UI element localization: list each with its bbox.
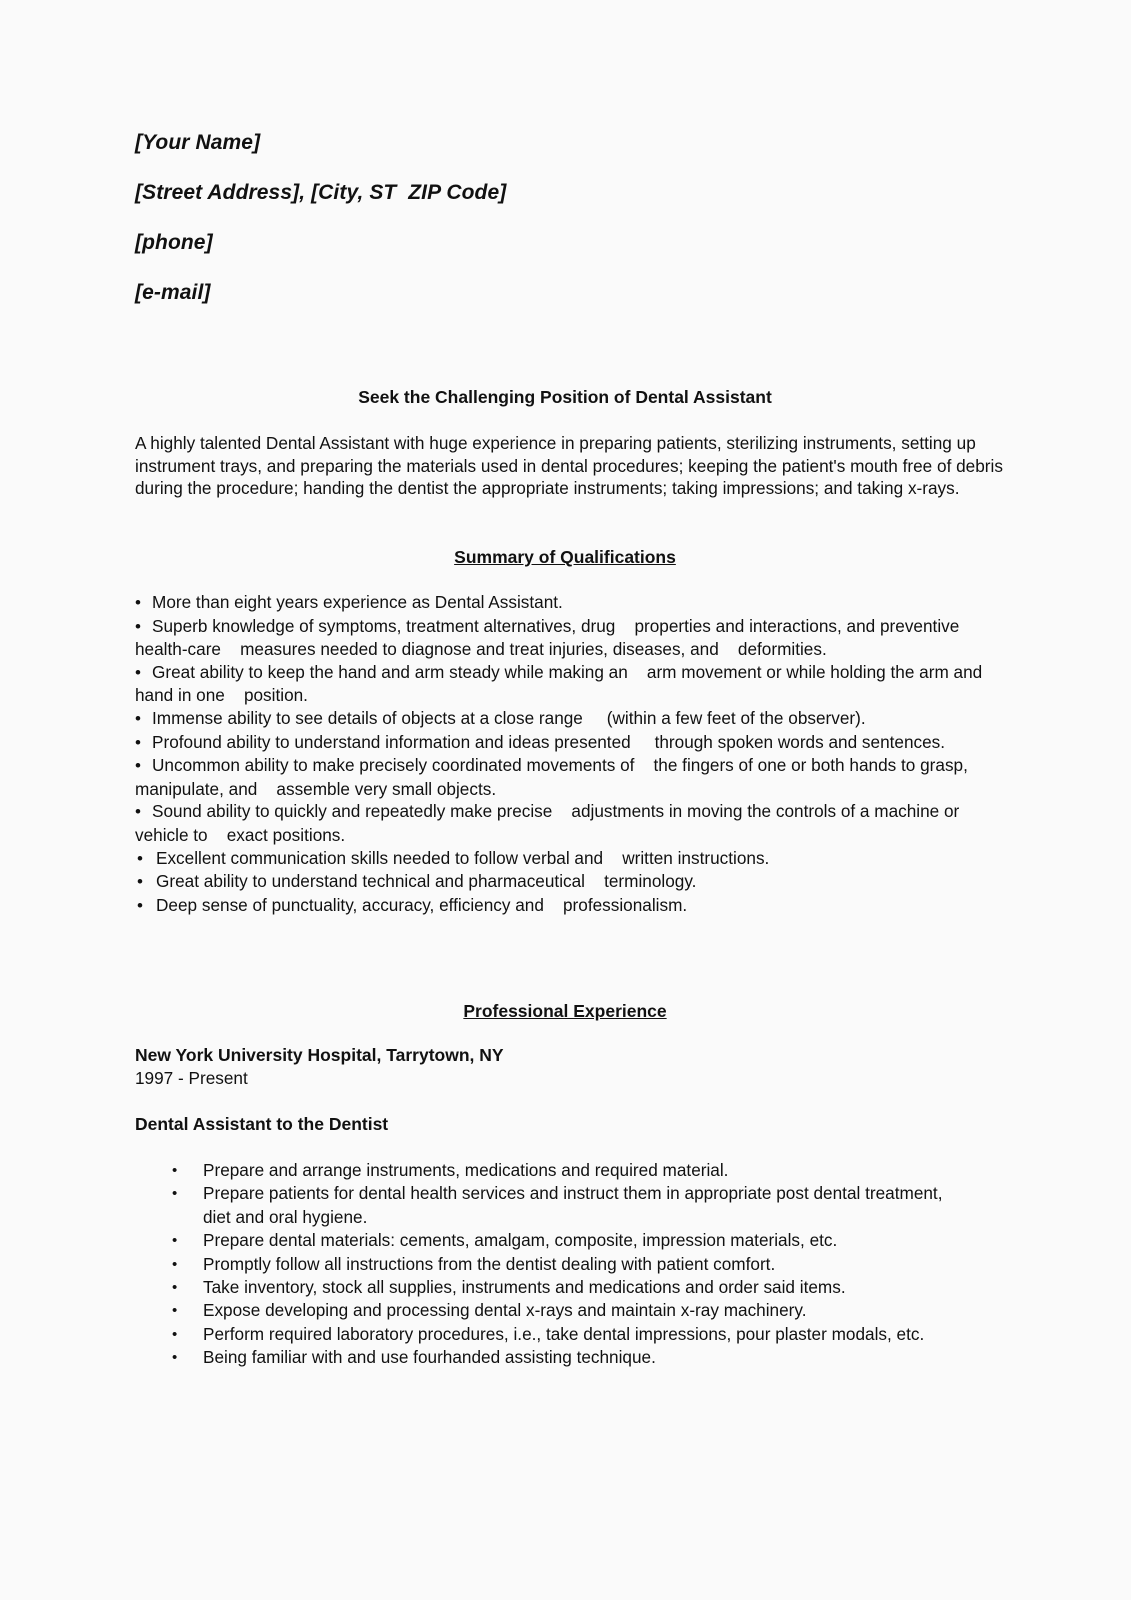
bullet-icon: • <box>172 1302 178 1320</box>
duty-text: Perform required laboratory procedures, i.e., take dental impressions, pour plaster modals, etc. <box>203 1323 925 1344</box>
duty-item <box>172 1299 972 1322</box>
employer-block <box>135 1044 1005 1090</box>
bullet-icon: • <box>135 616 141 636</box>
bullet-icon: • <box>135 732 141 752</box>
qualification-text: Great ability to understand technical and pharmaceutical terminology. <box>156 871 697 892</box>
duty-item <box>172 1276 972 1299</box>
qualification-text: More than eight years experience as Dental Assistant. <box>152 592 563 612</box>
qualification-text: Great ability to keep the hand and arm steady while making an arm movement or while holding the arm and hand in one position. <box>135 661 987 706</box>
contact-header <box>135 128 995 307</box>
objective-title: Seek the Challenging Position of Dental Assistant <box>358 387 772 407</box>
duty-text: Take inventory, stock all supplies, instruments and medications and order said items. <box>203 1277 846 1298</box>
bullet-icon: • <box>137 895 143 915</box>
duty-text: Prepare patients for dental health services and instruct them in appropriate post dental treatment, diet and oral hygiene. <box>203 1183 948 1227</box>
qualification-item <box>135 615 1007 661</box>
bullet-icon: • <box>172 1279 178 1297</box>
duty-item <box>172 1323 972 1346</box>
duty-item <box>172 1229 972 1252</box>
duty-text: Prepare dental materials: cements, amalgam, composite, impression materials, etc. <box>203 1230 838 1251</box>
bullet-icon: • <box>137 848 143 868</box>
employer-name: New York University Hospital, Tarrytown, NY <box>135 1045 504 1065</box>
bullet-icon: • <box>135 802 141 822</box>
bullet-icon: • <box>172 1349 178 1367</box>
duties-list <box>172 1159 972 1370</box>
duty-item <box>172 1182 972 1229</box>
qualification-text: Profound ability to understand information and ideas presented through spoken words and sentences. <box>152 731 946 752</box>
qualification-text: Excellent communication skills needed to follow verbal and written instructions. <box>156 847 770 868</box>
bullet-icon: • <box>172 1325 178 1343</box>
qualifications-list <box>135 591 1007 917</box>
qualification-item <box>135 591 1007 615</box>
qualification-item <box>135 707 1007 731</box>
bullet-icon: • <box>137 872 143 892</box>
contact-phone: [phone] <box>135 231 213 254</box>
qualification-item <box>135 894 1007 918</box>
bullet-icon: • <box>172 1162 178 1179</box>
qualification-item <box>135 870 1007 894</box>
qualification-item <box>135 800 1007 846</box>
bullet-icon: • <box>135 593 141 612</box>
contact-name: [Your Name] <box>135 131 261 154</box>
qualification-text: Deep sense of punctuality, accuracy, efficiency and professionalism. <box>156 894 688 915</box>
bullet-icon: • <box>172 1232 178 1250</box>
qualification-text: Sound ability to quickly and repeatedly make precise adjustments in moving the controls of a machine or vehicle to exact positions. <box>135 801 965 845</box>
duty-text: Being familiar with and use fourhanded assisting technique. <box>203 1347 656 1368</box>
qualification-text: Uncommon ability to make precisely coordinated movements of the fingers of one or both hands to grasp, manipulate, and assemble very small objects. <box>135 755 973 799</box>
duty-item <box>172 1159 972 1182</box>
employer-dates: 1997 - Present <box>135 1068 248 1088</box>
qualification-text: Immense ability to see details of objects at a close range (within a few feet of the observer). <box>152 707 866 728</box>
bullet-icon: • <box>172 1255 178 1273</box>
duty-item <box>172 1346 972 1369</box>
qualification-text: Superb knowledge of symptoms, treatment alternatives, drug properties and interactions, and preventive health-care measures needed to diagnose and treat injuries, diseases, and deformities. <box>135 615 965 660</box>
qualification-item <box>135 731 1007 755</box>
bullet-icon: • <box>172 1185 178 1203</box>
contact-address: [Street Address], [City, ST ZIP Code] <box>135 181 507 204</box>
bullet-icon: • <box>135 756 141 776</box>
bullet-icon: • <box>135 662 141 682</box>
bullet-icon: • <box>135 708 141 728</box>
qualification-item <box>135 661 1007 707</box>
qualification-item <box>135 754 1007 800</box>
duty-text: Promptly follow all instructions from the dentist dealing with patient comfort. <box>203 1253 776 1274</box>
duty-item <box>172 1253 972 1276</box>
contact-email: [e-mail] <box>135 281 211 304</box>
section-heading-summary: Summary of Qualifications <box>454 547 676 567</box>
section-heading-experience: Professional Experience <box>463 1001 667 1021</box>
job-title: Dental Assistant to the Dentist <box>135 1114 389 1134</box>
qualification-item <box>135 847 1007 871</box>
duty-text: Expose developing and processing dental x-rays and maintain x-ray machinery. <box>203 1300 807 1321</box>
objective-paragraph: A highly talented Dental Assistant with huge experience in preparing patients, sterilizing instruments, setting up instrument trays, and preparing the materials used in dental procedures; keeping the patient's mouth free of debris during the procedure; handing the dentist the appropriate instruments; taking impressions; and taking x-rays. <box>135 433 1008 499</box>
duty-text: Prepare and arrange instruments, medications and required material. <box>203 1160 729 1180</box>
